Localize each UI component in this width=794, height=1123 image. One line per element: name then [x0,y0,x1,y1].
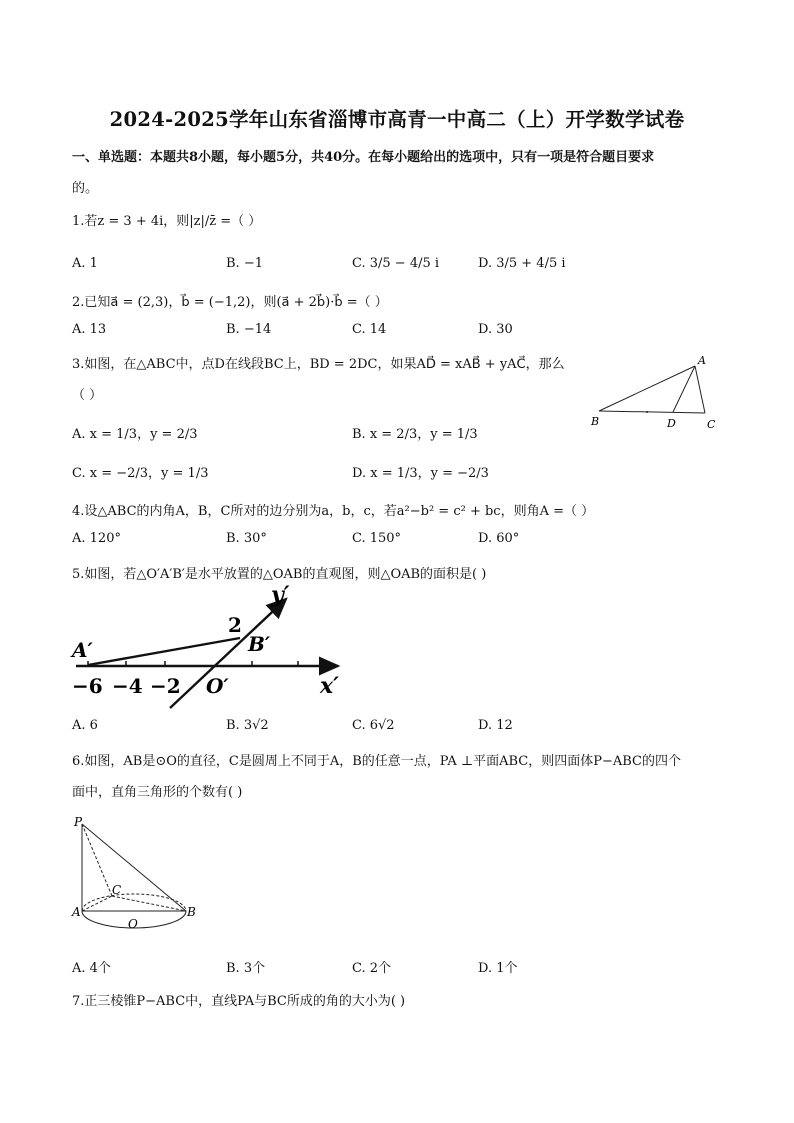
q1-option-b: B. −1 [226,256,263,271]
label-b: B [591,415,600,428]
question-4-stem: 4.设△ABC的内角A，B，C所对的边分别为a，b，c，若a²−b² = c² + bc，则角A =（ ） [72,504,595,519]
q2-option-d: D. 30 [478,322,513,337]
q2-option-c: C. 14 [352,322,387,337]
page-title: 2024-2025学年山东省淄博市高青一中高二（上）开学数学试卷 [109,108,685,131]
q3-option-a: A. x = 1/3，y = 2/3 [72,427,198,442]
tick-label-neg2: −2 [150,674,181,698]
label-d: D [667,417,676,430]
triangle-abc-figure [585,350,725,435]
q4-option-a: A. 120° [72,531,121,546]
label-o: O [128,917,138,931]
label-a: A [72,905,81,919]
label-o-prime: O′ [206,674,229,698]
question-2-stem: 2.已知a⃗ = (2,3)，b⃗ = (−1,2)，则(a⃗ + 2b⃗)·b⃗ =（ ） [72,295,388,310]
q6-option-a: A. 4个 [72,961,111,976]
q6-option-b: B. 3个 [226,961,266,976]
label-b: B [187,905,196,919]
label-a: A [698,354,706,367]
q5-option-c: C. 6√2 [352,718,395,733]
q4-option-d: D. 60° [478,531,520,546]
question-3-stem: 3.如图，在△ABC中，点D在线段BC上，BD = 2DC，如果AD⃗ = xAB⃗ + yAC⃗，那么 [72,357,565,372]
label-b-prime: B′ [248,632,271,656]
q4-option-c: C. 150° [352,531,402,546]
q2-option-b: B. −14 [226,322,272,337]
section-heading-cont: 的。 [72,181,99,196]
question-7-stem: 7.正三棱锥P−ABC中，直线PA与BC所成的角的大小为( ) [72,994,406,1009]
section-heading: 一、单选题：本题共8小题，每小题5分，共40分。在每小题给出的选项中，只有一项是符合题目要求 [72,150,655,165]
q4-option-b: B. 30° [226,531,267,546]
tetrahedron-figure [70,812,210,942]
q1-option-a: A. 1 [72,256,98,271]
label-2: 2 [228,613,242,637]
q6-option-d: D. 1个 [478,961,518,976]
label-c: C [112,883,122,897]
tick-label-neg6: −6 [72,674,103,698]
q3-option-b: B. x = 2/3，y = 1/3 [352,427,478,442]
question-1-stem: 1.若z = 3 + 4i，则|z|/z̄ =（ ） [72,214,262,229]
label-p: P [74,815,83,829]
q1-option-d: D. 3/5 + 4/5 i [478,256,566,271]
q5-option-b: B. 3√2 [226,718,269,733]
question-3-stem-cont: （ ） [72,388,103,403]
question-6-stem-cont: 面中，直角三角形的个数有( ) [72,785,243,800]
label-x-prime: x′ [320,673,339,699]
tick-label-neg4: −4 [112,674,143,698]
q5-option-d: D. 12 [478,718,513,733]
q6-option-c: C. 2个 [352,961,392,976]
question-5-stem: 5.如图，若△O′A′B′是水平放置的△OAB的直观图，则△OAB的面积是( ) [72,567,487,582]
q1-option-c: C. 3/5 − 4/5 i [352,256,440,271]
label-y-prime: y′ [271,585,290,608]
q3-option-d: D. x = 1/3，y = −2/3 [352,466,489,481]
q3-option-c: C. x = −2/3，y = 1/3 [72,466,209,481]
q5-option-a: A. 6 [72,718,98,733]
label-a-prime: A′ [72,638,93,662]
q2-option-a: A. 13 [72,322,107,337]
oblique-axes-figure [68,585,358,710]
label-c: C [707,418,716,431]
question-6-stem: 6.如图，AB是⊙O的直径，C是圆周上不同于A，B的任意一点，PA ⊥平面ABC，则四面体P−ABC的四个 [72,754,681,769]
